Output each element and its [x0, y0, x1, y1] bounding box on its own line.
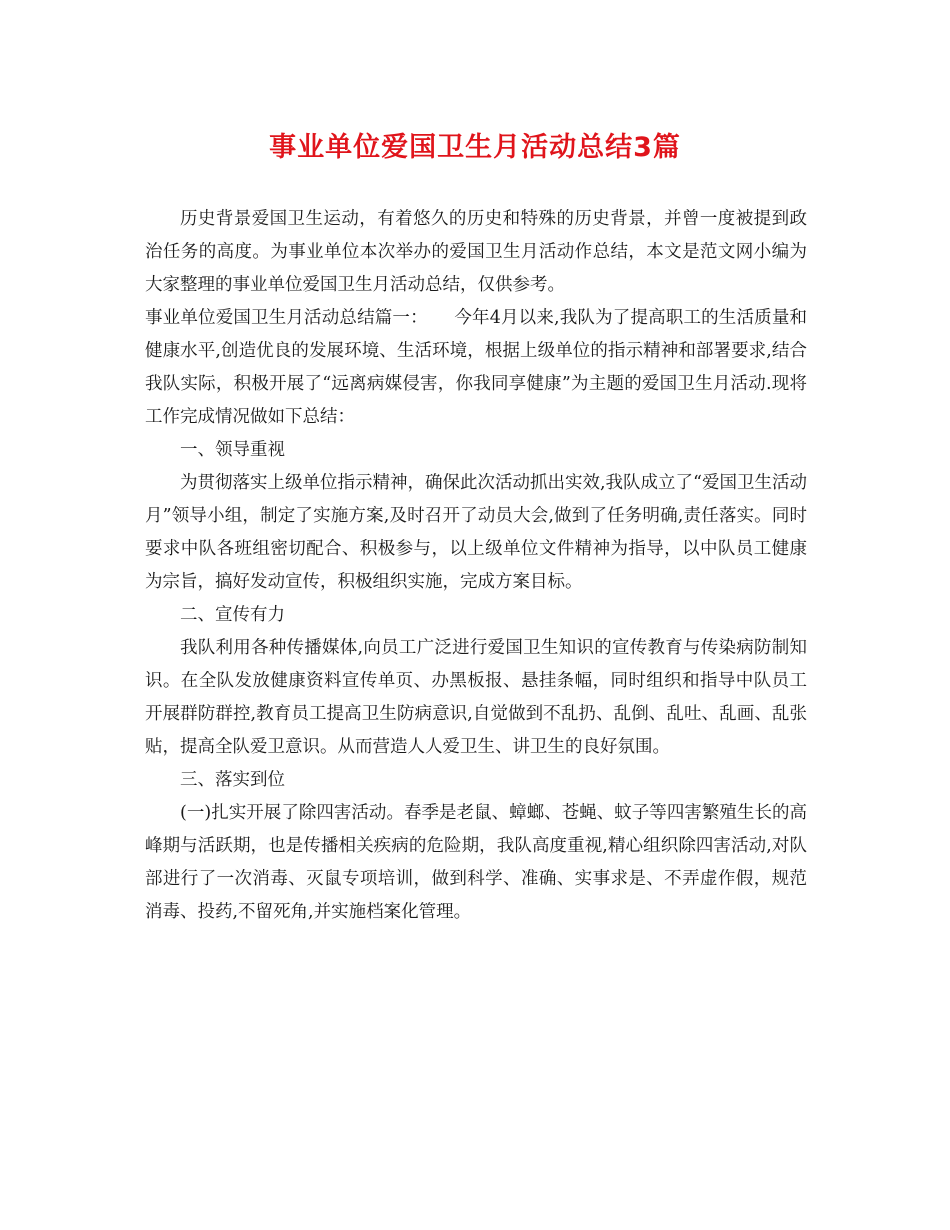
implementation-paragraph: (一)扎实开展了除四害活动。春季是老鼠、蟑螂、苍蝇、蚊子等四害繁殖生长的高峰期与活跃期，也是传播相关疾病的危险期，我队高度重视,精心组织除四害活动,对队部进行了一次消毒、灭鼠专项培训，做到科学、准确、实事求是、不弄虚作假，规范消毒、投药,不留死角,并实施档案化管理。	[145, 803, 807, 922]
section-one-intro-paragraph: 事业单位爱国卫生月活动总结篇一： 今年4月以来,我队为了提高职工的生活质量和健康水平,创造优良的发展环境、生活环境，根据上级单位的指示精神和部署要求,结合我队实际，积极开展了“远离病媒侵害，你我同享健康”为主题的爱国卫生月活动.现将工作完成情况做如下总结：	[145, 308, 807, 427]
document-body	[145, 203, 807, 929]
heading-leadership: 一、领导重视	[180, 440, 285, 460]
heading-publicity: 二、宣传有力	[180, 605, 285, 625]
leadership-paragraph: 为贯彻落实上级单位指示精神，确保此次活动抓出实效,我队成立了“爱国卫生活动月”领导小组，制定了实施方案,及时召开了动员大会,做到了任务明确,责任落实。同时要求中队各班组密切配合、积极参与，以上级单位文件精神为指导，以中队员工健康为宗旨，搞好发动宣传，积极组织实施，完成方案目标。	[145, 473, 808, 592]
intro-paragraph: 历史背景爱国卫生运动，有着悠久的历史和特殊的历史背景，并曾一度被提到政治任务的高度。为事业单位本次举办的爱国卫生月活动作总结，本文是范文网小编为大家整理的事业单位爱国卫生月活动总结，仅供参考。	[145, 209, 807, 295]
publicity-paragraph: 我队利用各种传播媒体,向员工广泛进行爱国卫生知识的宣传教育与传染病防制知识。在全队发放健康资料宣传单页、办黑板报、悬挂条幅，同时组织和指导中队员工开展群防群控,教育员工提高卫生防病意识,自觉做到不乱扔、乱倒、乱吐、乱画、乱张贴，提高全队爱卫意识。从而营造人人爱卫生、讲卫生的良好氛围。	[145, 638, 807, 757]
document-title: 事业单位爱国卫生月活动总结3篇	[269, 132, 681, 163]
heading-implementation: 三、落实到位	[180, 770, 285, 790]
